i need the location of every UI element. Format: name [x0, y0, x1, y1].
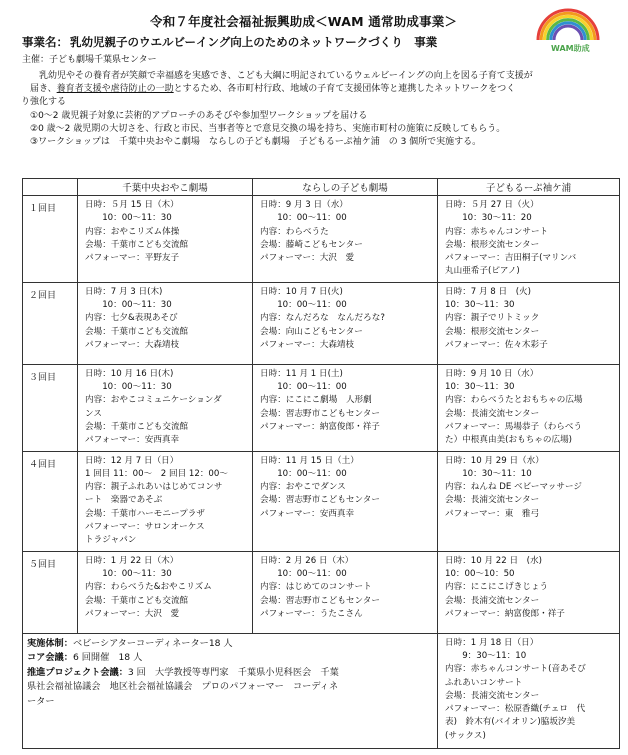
- cell-line: 日時：10 月 7 日(火): [260, 286, 343, 297]
- cell-line: パフォーマー：平野友子: [85, 253, 180, 264]
- intro-section: [21, 70, 615, 149]
- cell-line: 会場：長浦交流センター: [445, 595, 540, 606]
- cell-line: 内容：なんだろな なんだろな?: [260, 313, 385, 324]
- cell-line: 会場：千葉市こども交流館: [85, 239, 189, 250]
- cell-line: 10：00～11：00: [260, 300, 347, 311]
- cell-line: 内容：にこにこ劇場 人形劇: [260, 395, 372, 406]
- round-label: ５回目: [23, 551, 78, 633]
- cell-line: 日時：7 月 3 日(木): [85, 286, 163, 297]
- cell-line: 会場：千葉市こども交流館: [85, 421, 189, 432]
- cell-line: パフォーマー：大森靖枝: [85, 339, 180, 350]
- cell-line: 会場：習志野市こどもセンター: [260, 408, 380, 419]
- event-cell: [438, 364, 620, 451]
- cell-line: 会場：藤崎こどもセンター: [260, 239, 363, 250]
- cell-line: 会場：習志野市こどもセンター: [260, 495, 380, 506]
- column-header: 千葉中央おやこ劇場: [78, 179, 253, 196]
- impl-label: 実施体制：: [27, 637, 73, 649]
- cell-line: パフォーマー：サロンオーケス: [85, 522, 205, 533]
- cell-line: 会場：千葉市こども交流館: [85, 326, 189, 337]
- cell-line: 日時：10 月 22 日 (水): [445, 555, 542, 566]
- project-line: [22, 34, 437, 50]
- cell-line: 日時：1 月 18 日（日）: [445, 637, 539, 648]
- header-corner: [23, 179, 78, 196]
- core-text: 6 回開催 18 人: [72, 652, 143, 664]
- cell-line: 内容：ねんね DE ベビーマッサージ: [445, 482, 582, 493]
- cell-line: パフォーマー：納富俊郎・祥子: [445, 608, 565, 619]
- impl-text: ベビーシアターコーディネーター18 人: [72, 637, 233, 649]
- cell-line: パフォーマー：納富俊郎・祥子: [260, 421, 380, 432]
- event-cell: [78, 551, 253, 633]
- rainbow-arc: [554, 26, 582, 40]
- cell-line: 内容：親子でリトミック: [445, 313, 540, 324]
- table-summary-row: [23, 633, 620, 748]
- promo-line-2: 県社会福祉協議会 地区社会福祉協議会 プロのパフォーマー コーディネ: [27, 681, 339, 693]
- project-label: 事業名：: [22, 35, 68, 49]
- cell-line: 会場：根形交流センター: [445, 239, 540, 250]
- cell-line: 日時：11 月 1 日(土): [260, 368, 343, 379]
- cell-line: 日時：12 月 7 日（日）: [85, 455, 179, 466]
- cell-line: 10：30～11：20: [445, 213, 532, 224]
- round-label: ４回目: [23, 451, 78, 551]
- event-cell: [438, 282, 620, 364]
- intro-item-3: ③ワークショップは 千葉中央おやこ劇場 ならしの子ども劇場 子どもるーぷ袖ケ浦 の 3 個所で実施する。: [30, 137, 482, 148]
- page-title: 令和７年度社会福祉振興助成＜WAM 通常助成事業＞: [150, 14, 458, 29]
- cell-line: 表) 鈴木有(バイオリン)脇坂汐美: [445, 717, 576, 728]
- cell-line: パフォーマー：吉田桐子(マリンバ: [445, 253, 577, 264]
- cell-line: ンス: [85, 408, 102, 419]
- cell-line: 会場：長浦交流センター: [445, 408, 540, 419]
- cell-line: (サックス): [445, 730, 486, 741]
- intro-underlined-text: 養育者支援や虐待防止の一助: [56, 84, 174, 95]
- wam-rainbow-logo: [528, 6, 608, 66]
- cell-line: 日時：2 月 26 日（木）: [260, 555, 354, 566]
- cell-line: 内容：おやこでダンス: [260, 482, 346, 493]
- cell-line: 会場：向山こどもセンター: [260, 326, 363, 337]
- cell-line: トラジャパン: [85, 535, 137, 546]
- cell-line: 10：00～10：50: [445, 568, 515, 579]
- cell-line: 内容：はじめてのコンサート: [260, 582, 372, 593]
- event-cell: [253, 551, 438, 633]
- event-cell: [253, 282, 438, 364]
- event-cell: [78, 364, 253, 451]
- intro-paragraph: [21, 70, 615, 110]
- core-line: [27, 651, 431, 666]
- event-cell: [78, 282, 253, 364]
- promo-text-1: 3 回 大学教授等専門家 千葉県小児科医会 千葉: [127, 666, 339, 678]
- cell-line: 内容：わらべうたとおもちゃの広場: [445, 395, 583, 406]
- cell-line: パフォーマー：佐々木彩子: [445, 339, 548, 350]
- cell-line: 日時：7 月 8 日 (火): [445, 286, 531, 297]
- cell-line: 日時：５月 15 日（木）: [85, 200, 179, 210]
- cell-line: パフォーマー：安西真幸: [85, 435, 180, 446]
- cell-line: 10：00～11：30: [85, 568, 172, 579]
- cell-line: 10：00～11：00: [260, 568, 347, 579]
- event-cell: [78, 196, 253, 283]
- table-row: [23, 451, 620, 551]
- cell-line: 日時：10 月 16 日(木): [85, 368, 174, 379]
- table-row: [23, 364, 620, 451]
- event-cell: [253, 451, 438, 551]
- cell-line: パフォーマー：大沢 愛: [260, 253, 355, 264]
- event-cell: [438, 196, 620, 283]
- intro-line-2b: とするため、各市町村行政、地域の子育て支援団体等と連携したネットワークをつく: [173, 84, 516, 95]
- cell-line: 会場：長浦交流センター: [445, 495, 540, 506]
- summary-cell: [23, 633, 438, 748]
- cell-line: 10：00～11：30: [85, 213, 172, 224]
- intro-line-1: 乳幼児やその養育者が笑顔で幸福感を実感でき、こども大綱に明記されているウェルビーイングの向上を図る子育て支援が: [39, 71, 533, 81]
- cell-line: パフォーマー：松原香織(チェロ 代: [445, 704, 586, 715]
- logo-text: WAM助成: [551, 44, 590, 53]
- cell-line: 内容：七夕&表現あそび: [85, 313, 178, 324]
- cell-line: ート 楽器であそぶ: [85, 495, 163, 506]
- table-row: [23, 282, 620, 364]
- cell-line: 10：30～11：10: [445, 468, 532, 479]
- round-label: ３回目: [23, 364, 78, 451]
- cell-line: パフォーマー：大森靖枝: [260, 339, 355, 350]
- table-row: [23, 551, 620, 633]
- cell-line: ふれあいコンサート: [445, 677, 523, 688]
- cell-line: パフォーマー：うたこさん: [260, 608, 363, 619]
- cell-line: 10：30～11：30: [445, 382, 515, 393]
- cell-line: 9：30～11：10: [445, 650, 527, 661]
- cell-line: 日時：10 月 29 日（水）: [445, 455, 544, 466]
- cell-line: 10：00～11：00: [260, 468, 347, 479]
- cell-line: 会場：習志野市こどもセンター: [260, 595, 380, 606]
- intro-line-3: り強化する: [21, 97, 67, 108]
- event-cell: [78, 451, 253, 551]
- cell-line: 内容：親子ふれあいはじめてコンサ: [85, 482, 223, 493]
- cell-line: た）中根真由美(おもちゃの広場): [445, 435, 573, 446]
- cell-line: 内容：おやこリズム体操: [85, 226, 180, 237]
- core-label: コア会議：: [27, 652, 73, 664]
- cell-line: 会場：根形交流センター: [445, 326, 540, 337]
- intro-line-2a: 届き、: [30, 84, 57, 95]
- cell-line: 内容：赤ちゃんコンサート: [445, 226, 549, 237]
- cell-line: パフォーマー：馬場恭子（わらべう: [445, 421, 583, 432]
- cell-line: 会場：千葉市こども交流館: [85, 595, 189, 606]
- cell-line: 内容：赤ちゃんコンサート(音あそび: [445, 664, 586, 675]
- cell-line: 10：00～11：30: [85, 300, 172, 311]
- event-cell: [253, 196, 438, 283]
- promo-label: 推進プロジェクト会議：: [27, 666, 128, 678]
- schedule-table: [22, 178, 620, 749]
- cell-line: 内容：わらべうた&おやこリズム: [85, 582, 212, 593]
- cell-line: 丸山亜希子(ピアノ): [445, 266, 520, 277]
- cell-line: 10：00～11：00: [260, 213, 347, 224]
- cell-line: 内容：にこにこげきじょう: [445, 582, 549, 593]
- cell-line: 日時：1 月 22 日（木）: [85, 555, 179, 566]
- cell-line: 会場：長浦交流センター: [445, 690, 540, 701]
- cell-line: 10：00～11：30: [85, 382, 172, 393]
- cell-line: 1 回目 11：00～ 2 回目 12：00～: [85, 468, 228, 479]
- cell-line: 内容：わらべうた: [260, 226, 329, 237]
- cell-line: 日時：11 月 15 日（土）: [260, 455, 359, 466]
- column-header: ならしの子ども劇場: [253, 179, 438, 196]
- intro-item-1: ①0～2 歳児親子対象に芸術的アプローチのあそびや参加型ワークショップを届ける: [30, 110, 368, 121]
- round-label: １回目: [23, 196, 78, 283]
- cell-line: 日時：9 月 10 日（水）: [445, 368, 539, 379]
- event-cell: [438, 633, 620, 748]
- column-header: 子どもるーぷ袖ケ浦: [438, 179, 620, 196]
- table-row: [23, 196, 620, 283]
- cell-line: 10：00～11：00: [260, 382, 347, 393]
- cell-line: 日時：５月 27 日（火）: [445, 200, 539, 210]
- promo-line-3: ーター: [27, 695, 55, 707]
- cell-line: 10：30～11：30: [445, 300, 515, 311]
- cell-line: パフォーマー：安西真幸: [260, 508, 355, 519]
- impl-line: [27, 637, 431, 652]
- event-cell: [438, 551, 620, 633]
- intro-item-2: ②0 歳～2 歳児期の大切さを、行政と市民、当事者等とで意見交換の場を持ち、実施市町村の施策に反映してもらう。: [30, 123, 506, 134]
- cell-line: 内容：おやこコミュニケーションダ: [85, 395, 222, 406]
- table-header-row: [23, 179, 620, 196]
- cell-line: 日時：9 月 3 日（水）: [260, 200, 348, 210]
- event-cell: [438, 451, 620, 551]
- promo-line: [27, 666, 431, 681]
- cell-line: パフォーマー：東 雅弓: [445, 508, 540, 519]
- host-organizer: 主催：子ども劇場千葉県センター: [22, 55, 157, 65]
- cell-line: 会場：千葉市ハーモニープラザ: [85, 508, 205, 519]
- project-name: 乳幼児親子のウエルビーイング向上のためのネットワークづくり 事業: [70, 35, 438, 49]
- event-cell: [253, 364, 438, 451]
- round-label: ２回目: [23, 282, 78, 364]
- cell-line: パフォーマー：大沢 愛: [85, 608, 180, 619]
